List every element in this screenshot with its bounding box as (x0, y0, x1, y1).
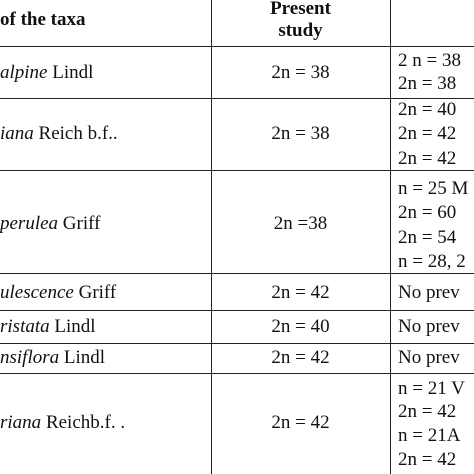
taxon-author: Reichb.f. . (41, 412, 126, 433)
previous-count: n = 21 V (398, 378, 465, 399)
previous-count: 2n = 60 (398, 202, 457, 223)
present-count: 2n = 42 (271, 347, 330, 368)
previous-count: 2n = 42 (398, 401, 457, 422)
header-taxa: of the taxa (0, 9, 86, 30)
header-present-study (211, 0, 390, 42)
taxon-name (0, 213, 100, 235)
previous-count: 2n = 42 (398, 123, 457, 144)
previous-count: 2n = 54 (398, 227, 457, 248)
taxon-epithet: perulea (0, 213, 59, 234)
taxon-epithet: ulescence (0, 282, 74, 303)
taxon-epithet: nsiflora (0, 347, 60, 368)
present-count: 2n =38 (273, 213, 328, 234)
previous-count: 2n = 40 (398, 99, 457, 120)
header-present-line2: study (278, 20, 323, 41)
taxon-author: Lindl (47, 62, 94, 83)
previous-count: 2n = 42 (398, 449, 457, 470)
row-divider (0, 46, 474, 47)
row-divider (0, 343, 474, 344)
header-present-line1: Present (270, 0, 331, 19)
previous-count: No prev (398, 316, 460, 337)
present-count: 2n = 42 (271, 282, 330, 303)
row-divider (0, 273, 474, 274)
taxon-epithet: alpine (0, 62, 48, 83)
taxon-name (0, 412, 125, 434)
previous-count: No prev (398, 282, 460, 303)
taxon-author: Lindl (49, 316, 96, 337)
taxon-epithet: ristata (0, 316, 50, 337)
taxon-name (0, 123, 118, 145)
taxon-name (0, 347, 105, 369)
row-divider (0, 170, 474, 171)
previous-count: n = 28, 2 (398, 251, 466, 272)
previous-count: n = 25 M (398, 178, 469, 199)
previous-count: 2n = 38 (398, 73, 457, 94)
taxon-name (0, 282, 116, 304)
taxon-name (0, 316, 96, 338)
taxon-name (0, 62, 93, 84)
previous-count: No prev (398, 347, 460, 368)
previous-count: n = 21A (398, 425, 461, 446)
taxon-author: Reich b.f.. (33, 123, 118, 144)
taxon-author: Griff (73, 282, 117, 303)
taxon-epithet: riana (0, 412, 42, 433)
present-count: 2n = 38 (271, 123, 330, 144)
taxon-epithet: iana (0, 123, 34, 144)
previous-count: 2n = 42 (398, 148, 457, 169)
taxon-author: Griff (58, 213, 101, 234)
row-divider (0, 310, 474, 311)
present-count: 2n = 40 (271, 316, 330, 337)
taxon-author: Lindl (59, 347, 106, 368)
row-divider (0, 373, 474, 374)
present-count: 2n = 38 (271, 62, 330, 83)
present-count: 2n = 42 (271, 412, 330, 433)
column-divider (390, 0, 391, 474)
previous-count: 2 n = 38 (398, 50, 461, 71)
